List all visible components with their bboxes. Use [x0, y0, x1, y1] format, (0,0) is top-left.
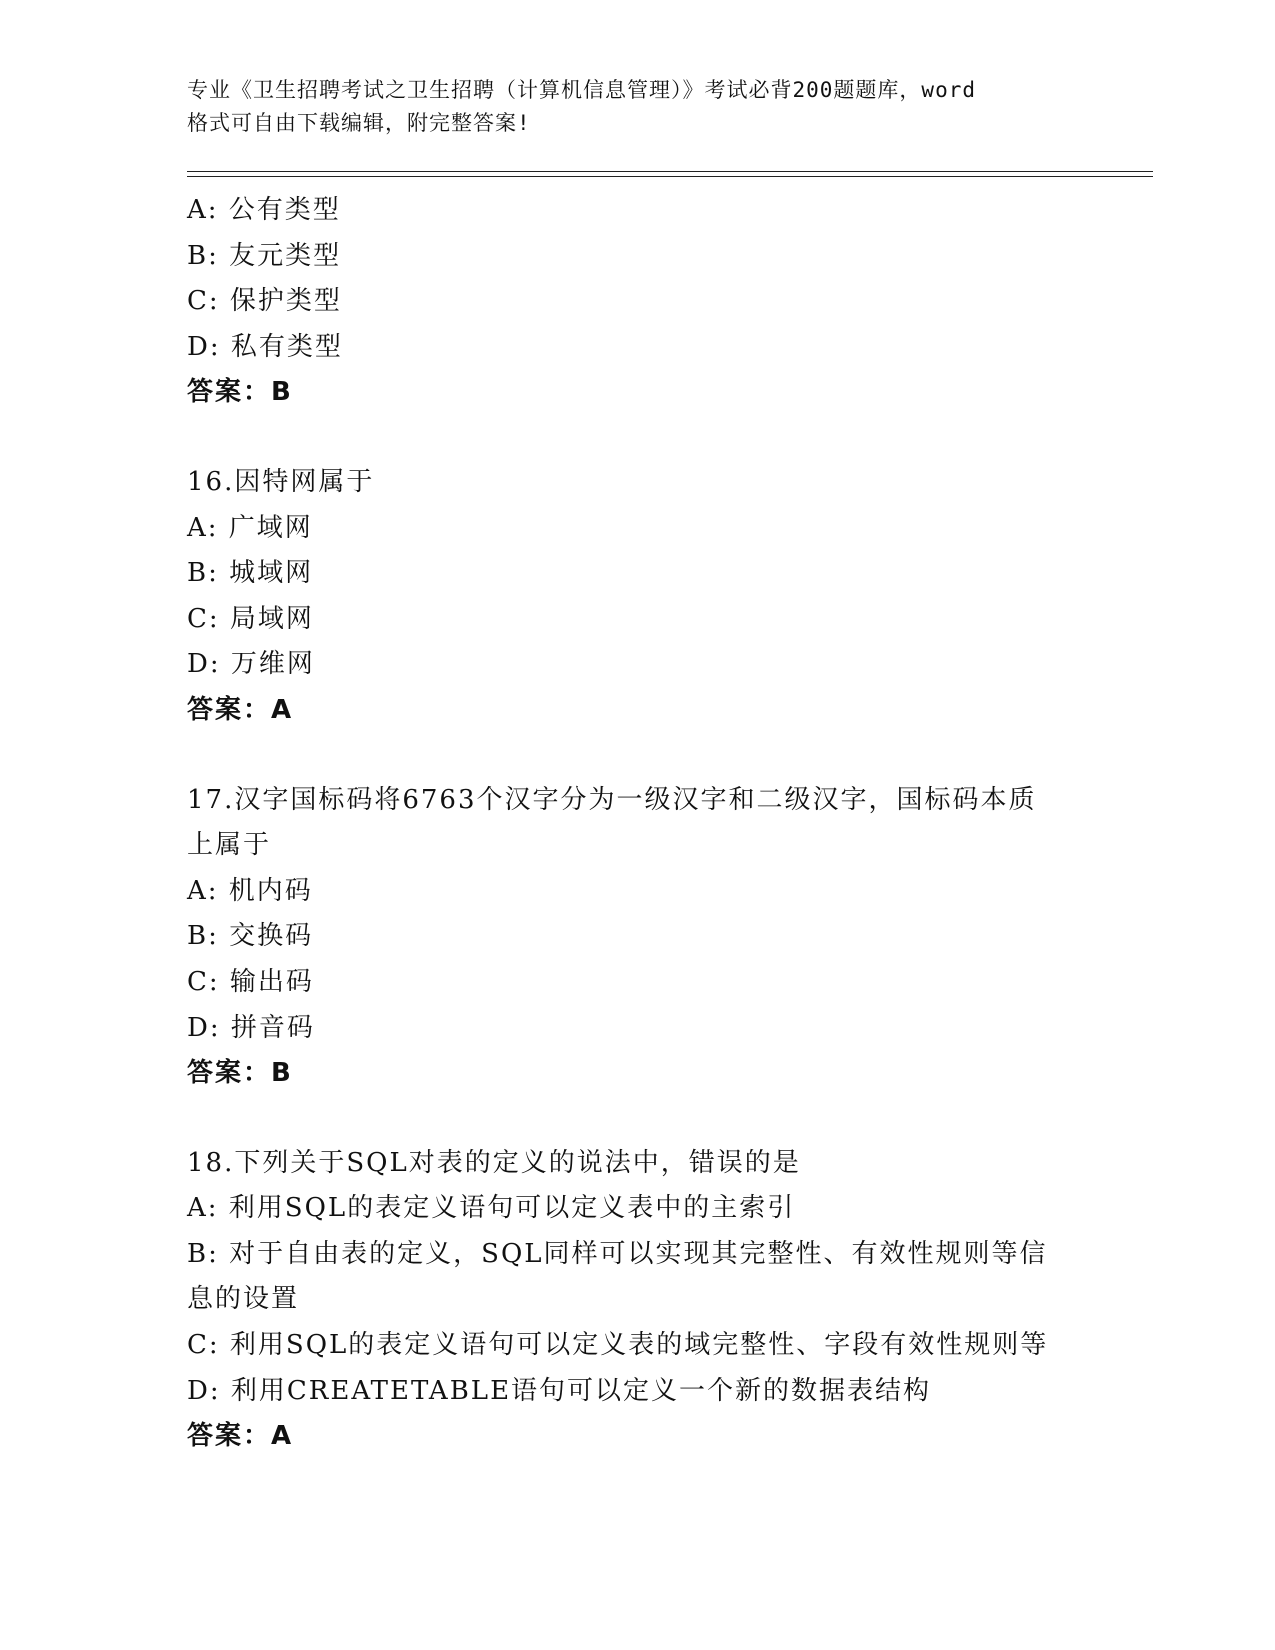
question-text-line-1: 17.汉字国标码将6763个汉字分为一级汉字和二级汉字，国标码本质 [187, 784, 1037, 815]
option-b-line-1: B: 对于自由表的定义，SQL同样可以实现其完整性、有效性规则等信 [187, 1238, 1048, 1269]
option-a: A: 广域网 [187, 512, 313, 543]
option-c: C: 保护类型 [187, 286, 342, 317]
answer-line: 答案：B [187, 1058, 293, 1089]
question-text: 18.下列关于SQL对表的定义的说法中，错误的是 [187, 1147, 801, 1178]
spacer [187, 734, 1067, 778]
option-d: D: 私有类型 [187, 331, 343, 362]
document-header [187, 74, 1087, 140]
option-b: B: 友元类型 [187, 240, 342, 271]
question-18-block [187, 1141, 1067, 1460]
question-16-block [187, 460, 1067, 734]
spacer [187, 416, 1067, 460]
option-c: C: 输出码 [187, 966, 314, 997]
spacer [187, 1097, 1067, 1141]
option-b-line-2: 息的设置 [187, 1284, 300, 1315]
question-17-block [187, 778, 1067, 1097]
header-line-1: 专业《卫生招聘考试之卫生招聘（计算机信息管理）》考试必背200题题库，word [187, 78, 976, 102]
answer-line: 答案：A [187, 1421, 294, 1452]
question-list [187, 188, 1067, 1460]
option-a: A: 机内码 [187, 875, 313, 906]
option-d: D: 利用CREATETABLE语句可以定义一个新的数据表结构 [187, 1375, 932, 1406]
option-d: D: 拼音码 [187, 1012, 315, 1043]
option-a: A: 利用SQL的表定义语句可以定义表中的主索引 [187, 1193, 796, 1224]
header-divider-bottom [187, 176, 1153, 177]
answer-line: 答案：B [187, 377, 293, 408]
option-d: D: 万维网 [187, 649, 315, 680]
answer-line: 答案：A [187, 694, 294, 725]
header-line-2: 格式可自由下载编辑，附完整答案! [187, 111, 531, 135]
header-divider-top [187, 171, 1153, 172]
question-15-block [187, 188, 1067, 416]
question-text: 16.因特网属于 [187, 466, 375, 497]
option-a: A: 公有类型 [187, 195, 341, 225]
option-b: B: 交换码 [187, 921, 314, 952]
option-c: C: 局域网 [187, 603, 314, 634]
option-b: B: 城域网 [187, 558, 314, 589]
question-text-line-2: 上属于 [187, 830, 272, 861]
option-c: C: 利用SQL的表定义语句可以定义表的域完整性、字段有效性规则等 [187, 1330, 1049, 1361]
